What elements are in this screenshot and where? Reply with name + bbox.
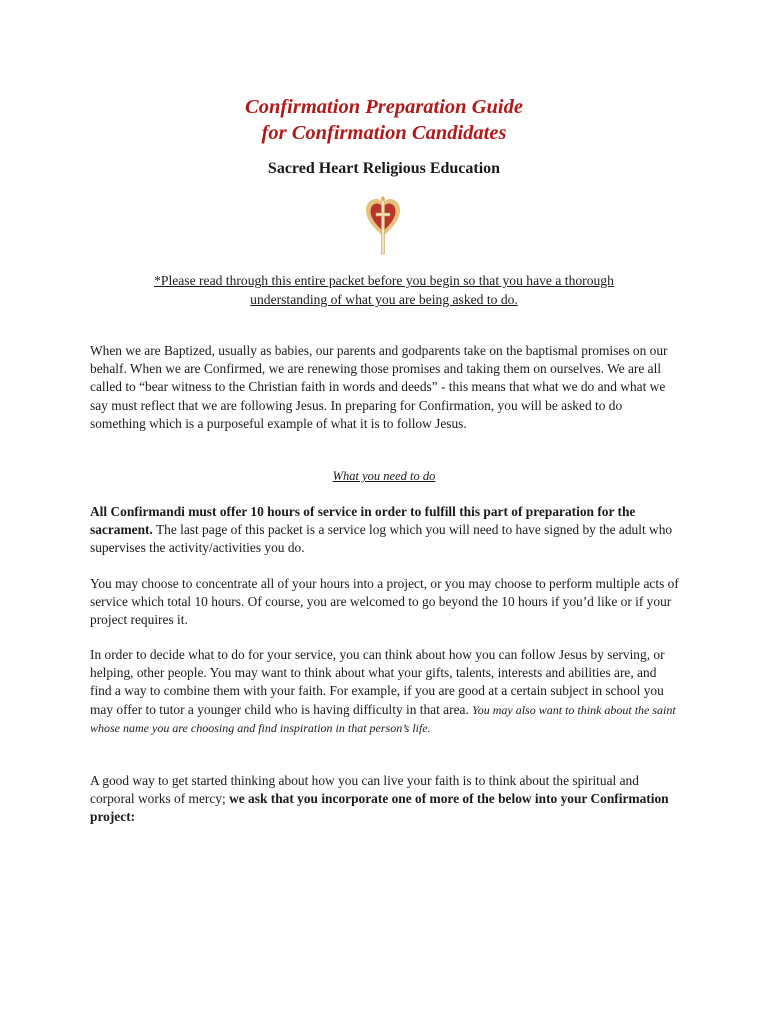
works-of-mercy-text: A good way to get started thinking about how you can live your faith is to think about the spiritual and corporal works of mercy; — [90, 773, 639, 807]
paragraph-baptism: When we are Baptized, usually as babies, our parents and godparents take on the baptismal promises on our behalf. When we are Confirmed, we are renewing those promises and taking them on ourselves. We are all called to “bear witness to the Christian faith in words and deeds” - this means that what we do and what we say must reflect that we are following Jesus. In preparing for Confirmation, you will be asked to do something which is a purposeful example of what it is to follow Jesus. — [90, 343, 668, 431]
service-log-text: The last page of this packet is a service log which you will need to have signed by the adult who supervises the activity/activities you do. — [90, 522, 673, 556]
page-title-line-2: for Confirmation Candidates — [261, 122, 507, 144]
read-notice — [90, 271, 678, 309]
incorporate-request-text: we ask that you incorporate one of more of the below into your Confirmation project: — [90, 791, 669, 825]
sacred-heart-cross-icon — [365, 196, 401, 256]
deciding-service-text: In order to decide what to do for your service, you can think about how you can follow Jesus by serving, or helping, other people. You may want to think about what your gifts, talents, interests and abilities are, and find a way to combine them with your faith. For example, if you are good at a certain subject in school you may offer to tutor a younger child who is having difficulty in that area. — [90, 647, 665, 717]
paragraph-service-hours — [90, 503, 680, 558]
page-subtitle: Sacred Heart Religious Education — [267, 160, 501, 177]
section-heading: What you need to do — [332, 469, 436, 483]
read-notice-line-1: *Please read through this entire packet before you begin so that you have a thorough — [154, 273, 614, 288]
saint-inspiration-text: You may also want to think about the saint whose name you are choosing and find inspiration in that person’s life. — [90, 702, 676, 735]
service-requirement-text: All Confirmandi must offer 10 hours of service in order to fulfill this part of preparation for the sacrament. — [90, 504, 636, 538]
paragraph-deciding-service — [90, 646, 680, 737]
read-notice-line-2: understanding of what you are being asked to do. — [250, 292, 518, 307]
paragraph-works-of-mercy — [90, 772, 680, 827]
paragraph-project-choice: You may choose to concentrate all of your hours into a project, or you may choose to perform multiple acts of service which total 10 hours. Of course, you are welcomed to go beyond the 10 hours if you’d like or if your project requires it. — [90, 576, 679, 628]
page-title-line-1: Confirmation Preparation Guide — [245, 96, 523, 118]
